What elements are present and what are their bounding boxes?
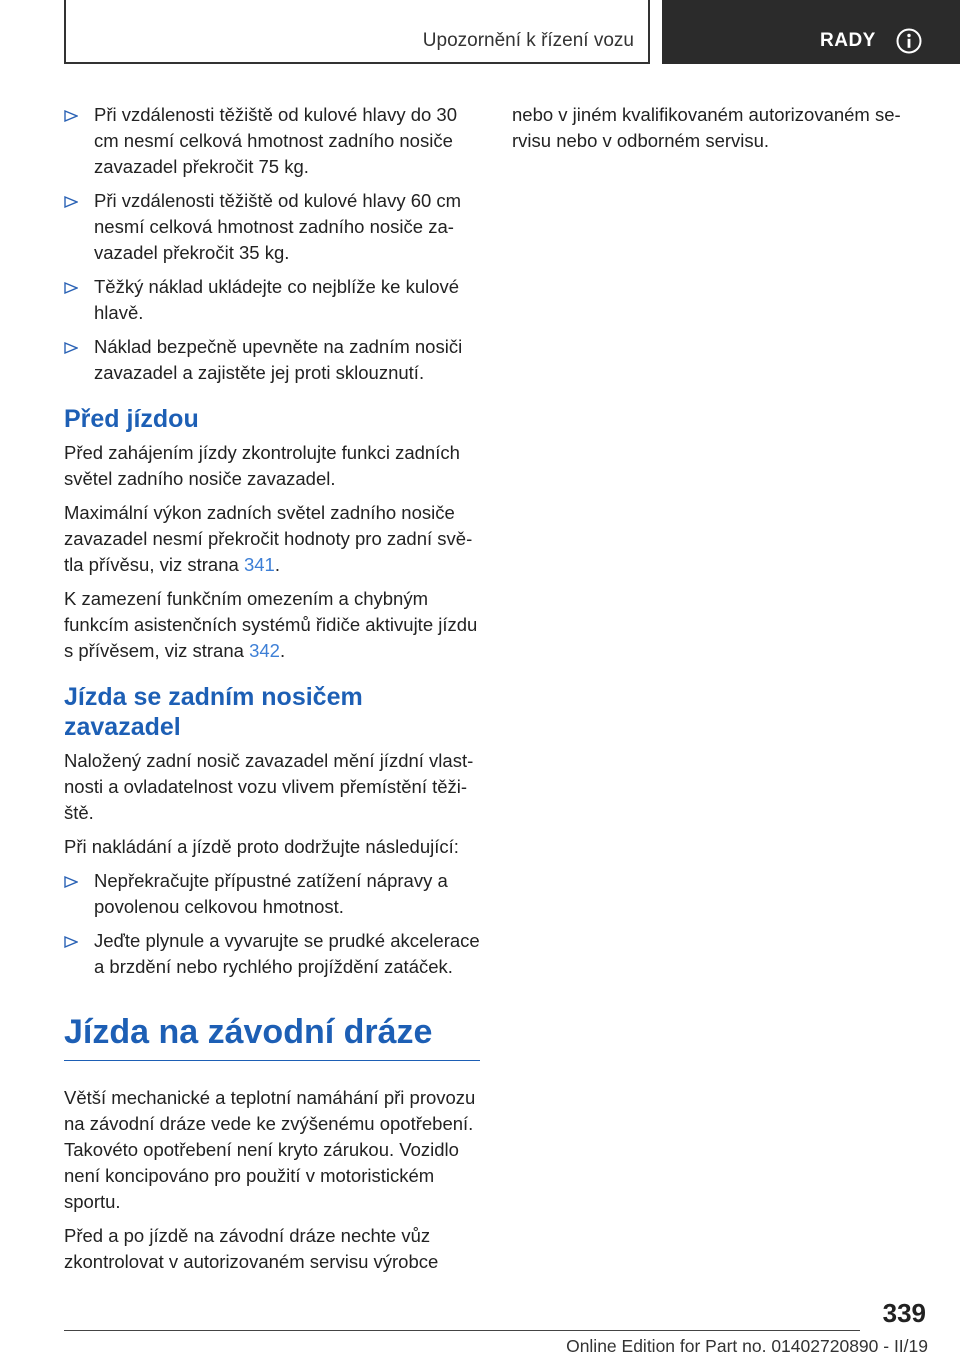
list-item-text: Při vzdálenosti těžiště od kulové hlavy do 30 cm nesmí celková hmotnost zadního nosiče zavazadel překročit 75 kg. bbox=[94, 104, 458, 177]
header-section-title: Upozornění k řízení vozu bbox=[422, 30, 634, 51]
page-number: 339 bbox=[882, 1298, 926, 1328]
list-item bbox=[64, 928, 482, 980]
page-link-342[interactable]: 342 bbox=[249, 640, 280, 661]
left-column bbox=[64, 102, 482, 1283]
heading-race-track: Jízda na závodní dráze bbox=[64, 1012, 480, 1061]
paragraph-continuation: nebo v jiném kvalifikovaném autorizovaném servisu nebo v odborném servisu. bbox=[512, 104, 901, 151]
list-item bbox=[64, 868, 482, 920]
paragraph: Naložený zadní nosič zavazadel mění jízdní vlastnosti a ovladatelnost vozu vlivem přemístění těžiště. bbox=[64, 750, 474, 823]
paragraph bbox=[64, 500, 482, 578]
heading-before-driving: Před jízdou bbox=[64, 405, 199, 433]
triangle-bullet-icon bbox=[64, 936, 78, 948]
paragraph: Před a po jízdě na závodní dráze nechte vůz zkontrolovat v autorizovaném servisu výrobce bbox=[64, 1225, 439, 1272]
list-item bbox=[64, 102, 482, 180]
rady-tab-label: RADY bbox=[820, 30, 876, 51]
list-item-text: Jeďte plynule a vyvarujte se prudké akcelerace a brzdění nebo rychlého projíždění zatáček. bbox=[94, 930, 480, 977]
triangle-bullet-icon bbox=[64, 110, 78, 122]
header-rady-tab[interactable] bbox=[662, 0, 960, 64]
paragraph: Větší mechanické a teplotní namáhání při provozu na závodní dráze vede ke zvýšenému opotřebení. Takovéto opotřebení není kryto zárukou. Vozidlo není koncipováno pro použití v motoristickém sportu. bbox=[64, 1087, 476, 1212]
triangle-bullet-icon bbox=[64, 196, 78, 208]
list-item-text: Těžký náklad ukládejte co nejblíže ke kulové hlavě. bbox=[94, 276, 460, 323]
intro-bullet-list bbox=[64, 102, 482, 386]
list-item-text: Náklad bezpečně upevněte na zadním nosiči zavazadel a zajistěte jej proti sklouznutí. bbox=[94, 336, 463, 383]
footer-edition: Online Edition for Part no. 01402720890 - II/19 bbox=[566, 1336, 928, 1356]
driving-bullet-list bbox=[64, 868, 482, 980]
paragraph bbox=[64, 586, 482, 664]
info-icon[interactable] bbox=[896, 28, 922, 54]
triangle-bullet-icon bbox=[64, 342, 78, 354]
footer-divider bbox=[64, 1330, 860, 1331]
right-column bbox=[512, 102, 912, 154]
paragraph-end: . bbox=[279, 640, 286, 661]
paragraph: Při nakládání a jízdě proto dodržujte následující: bbox=[64, 836, 459, 857]
list-item-text: Nepřekračujte přípustné zatížení nápravy a povolenou celkovou hmotnost. bbox=[94, 870, 448, 917]
paragraph-text: Maximální výkon zadních světel zadního nosiče zavazadel nesmí překročit hodnoty pro zadní světla přívěsu, viz strana bbox=[64, 502, 473, 575]
heading-driving-with-carrier: Jízda se zadním nosičem zavazadel bbox=[64, 683, 363, 741]
list-item bbox=[64, 334, 482, 386]
heading-spacer bbox=[64, 1061, 482, 1085]
header-section-tab bbox=[64, 0, 650, 64]
paragraph: Před zahájením jízdy zkontrolujte funkci zadních světel zadního nosiče zavazadel. bbox=[64, 442, 460, 489]
paragraph-text: K zamezení funkčním omezením a chybným funkcím asistenčních systémů řidiče aktivujte jízdu s přívěsem, viz strana bbox=[64, 588, 478, 661]
paragraph-end: . bbox=[274, 554, 280, 575]
triangle-bullet-icon bbox=[64, 282, 78, 294]
list-item-text: Při vzdálenosti těžiště od kulové hlavy 60 cm nesmí celková hmotnost zadního nosiče zavazadel překročit 35 kg. bbox=[94, 190, 462, 263]
triangle-bullet-icon bbox=[64, 876, 78, 888]
list-item bbox=[64, 188, 482, 266]
list-item bbox=[64, 274, 482, 326]
page-link-341[interactable]: 341 bbox=[243, 554, 275, 575]
